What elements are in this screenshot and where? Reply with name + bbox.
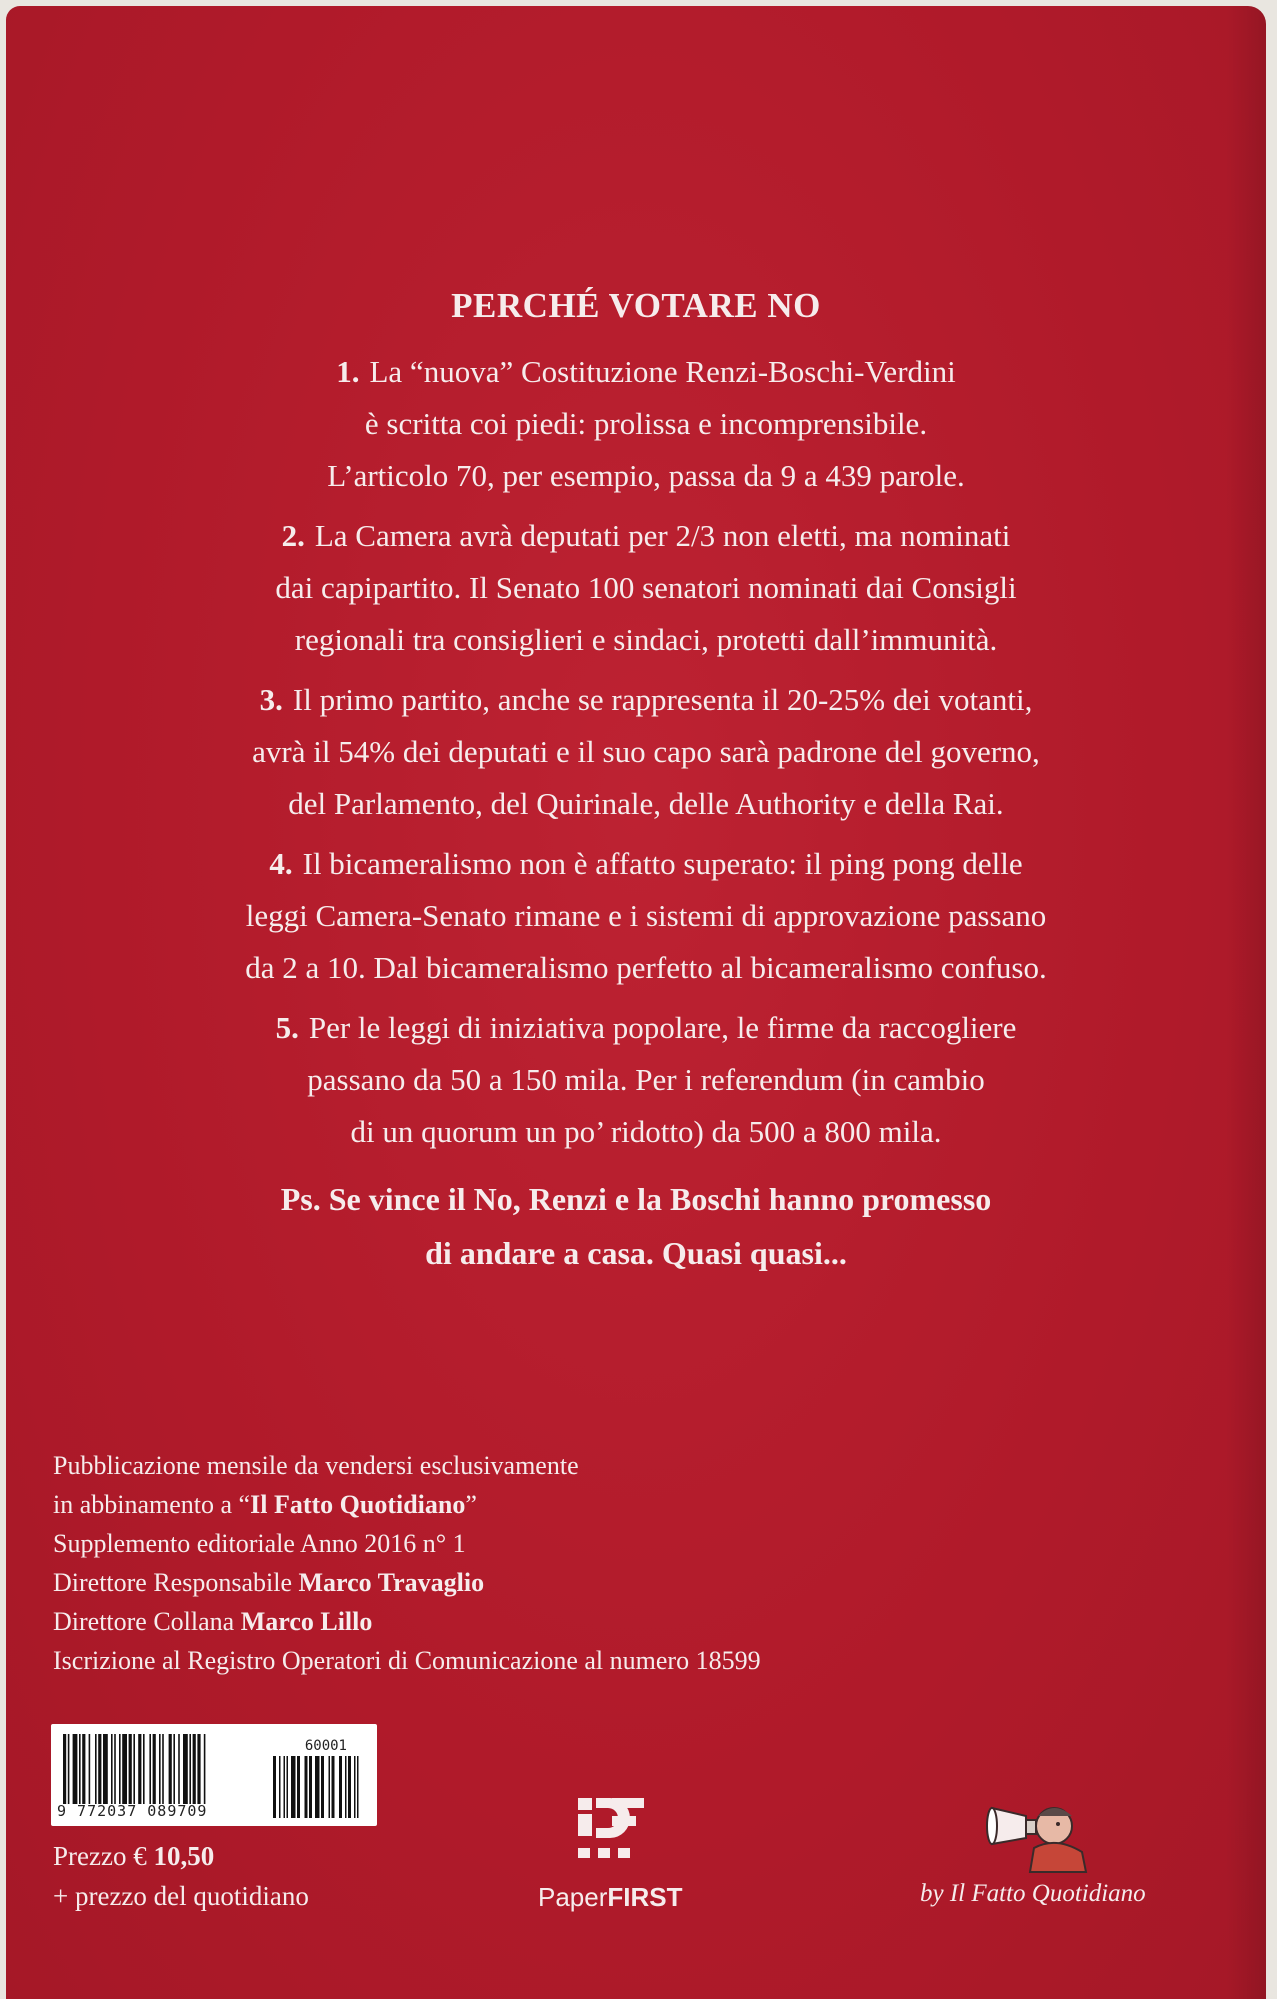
imprint-line bbox=[53, 1563, 1153, 1602]
reason-line: da 2 a 10. Dal bicameralismo perfetto al bicameralismo confuso. bbox=[245, 950, 1047, 985]
newspaper-name: Il Fatto Quotidiano bbox=[250, 1490, 466, 1519]
price-line bbox=[53, 1836, 309, 1876]
publication-imprint bbox=[53, 1446, 1153, 1680]
reason-line bbox=[46, 1002, 1246, 1054]
price-label: Prezzo € bbox=[53, 1841, 154, 1871]
reason-number: 5. bbox=[275, 1010, 299, 1045]
postscript-line: Ps. Se vince il No, Renzi e la Boschi hanno promesso bbox=[280, 1181, 992, 1217]
reason-text: Il primo partito, anche se rappresenta il 20-25% dei votanti, bbox=[292, 682, 1033, 717]
paperfirst-mark-icon bbox=[538, 1786, 678, 1878]
reason-line: regionali tra consiglieri e sindaci, protetti dall’immunità. bbox=[294, 622, 998, 657]
imprint-text: Direttore Responsabile bbox=[53, 1568, 299, 1597]
imprint-line: Pubblicazione mensile da vendersi esclusivamente bbox=[53, 1451, 579, 1480]
book-back-cover bbox=[6, 6, 1266, 1999]
price-amount: 10,50 bbox=[153, 1841, 215, 1871]
reason-line: dai capipartito. Il Senato 100 senatori nominati dai Consigli bbox=[275, 570, 1017, 605]
megaphone-man-icon bbox=[986, 1786, 1116, 1876]
reason-line: L’articolo 70, per esempio, passa da 9 a 439 parole. bbox=[327, 458, 965, 493]
imprint-text: in abbinamento a “ bbox=[53, 1490, 251, 1519]
il-fatto-quotidiano-logo bbox=[916, 1786, 1236, 1907]
reason-line: del Parlamento, del Quirinale, delle Authority e della Rai. bbox=[288, 786, 1004, 821]
postscript-line: di andare a casa. Quasi quasi... bbox=[425, 1235, 847, 1271]
reason-item bbox=[46, 1002, 1246, 1158]
price-block bbox=[53, 1836, 309, 1916]
imprint-line: Supplemento editoriale Anno 2016 n° 1 bbox=[53, 1529, 466, 1558]
reason-text: La Camera avrà deputati per 2/3 non eletti, ma nominati bbox=[314, 518, 1011, 553]
imprint-text: Direttore Collana bbox=[53, 1607, 241, 1636]
postscript bbox=[6, 1172, 1266, 1280]
brand-bold: FIRST bbox=[607, 1882, 683, 1912]
partner-credit: by Il Fatto Quotidiano bbox=[920, 1880, 1146, 1907]
paperfirst-wordmark bbox=[538, 1882, 683, 1913]
reason-text: Il bicameralismo non è affatto superato: il ping pong delle bbox=[302, 846, 1023, 881]
reason-item bbox=[46, 674, 1246, 830]
reason-line bbox=[46, 838, 1246, 890]
paperfirst-logo bbox=[538, 1786, 683, 1912]
reason-item bbox=[46, 838, 1246, 994]
brand-light: Paper bbox=[538, 1882, 608, 1912]
barcode-number: 9 772037 089709 bbox=[57, 1802, 208, 1820]
reason-number: 3. bbox=[259, 682, 283, 717]
reason-line bbox=[46, 346, 1246, 398]
reason-number: 1. bbox=[336, 354, 360, 389]
reason-item bbox=[46, 510, 1246, 666]
imprint-line bbox=[53, 1485, 1153, 1524]
main-title: PERCHÉ VOTARE NO bbox=[451, 286, 821, 325]
reason-line: è scritta coi piedi: prolissa e incomprensibile. bbox=[364, 406, 928, 441]
reason-item bbox=[46, 346, 1246, 502]
series-director-name: Marco Lillo bbox=[240, 1607, 373, 1636]
reason-line bbox=[46, 510, 1246, 562]
reason-text: La “nuova” Costituzione Renzi-Boschi-Verdini bbox=[369, 354, 956, 389]
reason-number: 2. bbox=[281, 518, 305, 553]
imprint-line bbox=[53, 1602, 1153, 1641]
reasons-list bbox=[46, 346, 1246, 1166]
reason-line: passano da 50 a 150 mila. Per i referendum (in cambio bbox=[307, 1062, 985, 1097]
director-name: Marco Travaglio bbox=[298, 1568, 485, 1597]
barcode-addon-number: 60001 bbox=[304, 1738, 347, 1754]
reason-line bbox=[46, 674, 1246, 726]
reason-line: leggi Camera-Senato rimane e i sistemi di approvazione passano bbox=[245, 898, 1047, 933]
imprint-line: Iscrizione al Registro Operatori di Comunicazione al numero 18599 bbox=[53, 1646, 761, 1675]
reason-line: di un quorum un po’ ridotto) da 500 a 800 mila. bbox=[350, 1114, 942, 1149]
price-note: + prezzo del quotidiano bbox=[53, 1881, 309, 1911]
reason-number: 4. bbox=[269, 846, 293, 881]
imprint-text: ” bbox=[465, 1490, 477, 1519]
barcode bbox=[51, 1724, 377, 1826]
reason-text: Per le leggi di iniziativa popolare, le firme da raccogliere bbox=[308, 1010, 1017, 1045]
reason-line: avrà il 54% dei deputati e il suo capo sarà padrone del governo, bbox=[252, 734, 1040, 769]
